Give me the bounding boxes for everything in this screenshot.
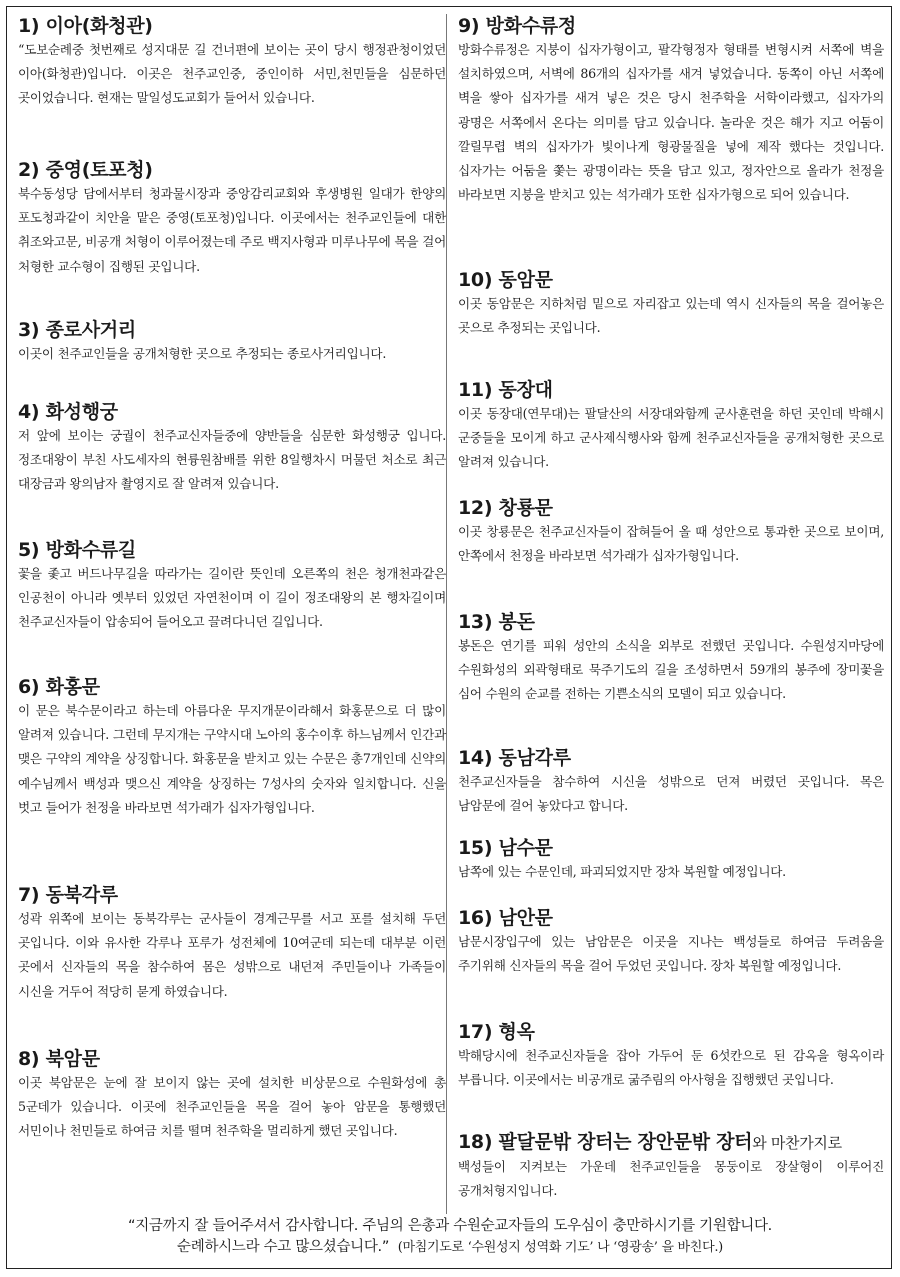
section-12 — [458, 496, 884, 610]
section-body: 이곳 북암문은 눈에 잘 보이지 않는 곳에 설치한 비상문으로 수원화성에 총 5군데가 있습니다. 이곳에 천주교인들을 목을 걸어 놓아 암문을 통행했던 서민이나 천민들로 하여금 치를 떨며 천주학을 멀리하게 했던 곳입니다. — [18, 1075, 446, 1139]
section-1 — [18, 14, 446, 158]
column-divider — [446, 14, 447, 1214]
section-title: 8) 북암문 — [18, 1048, 100, 1070]
section-title: 17) 형옥 — [458, 1021, 535, 1043]
section-body: 봉돈은 연기를 피워 성안의 소식을 외부로 전했던 곳입니다. 수원성지마당에 수원화성의 외곽형태로 묵주기도의 길을 조성하면서 59개의 봉주에 장미꽃을 심어 수원의 순교를 전하는 기쁜소식의 모델이 되고 있습니다. — [458, 638, 884, 702]
section-title: 5) 방화수류길 — [18, 539, 136, 561]
section-7 — [18, 883, 446, 1047]
section-body: 이곳 동장대(연무대)는 팔달산의 서장대와함께 군사훈련을 하던 곳인데 박해시 군중들을 모이게 하고 군사제식행사와 함께 천주교신자들을 공개처형한 곳으로 알려져 있습니다. — [458, 406, 884, 470]
section-body: 박해당시에 천주교신자들을 잡아 가두어 둔 6섯칸으로 된 감옥을 형옥이라 부릅니다. 이곳에서는 비공개로 굶주림의 아사형을 집행했던 곳입니다. — [458, 1048, 884, 1088]
closing-line-1: “지금까지 잘 들어주셔서 감사합니다. 주님의 은총과 수원순교자들의 도우심이 충만하시기를 기원합니다. — [127, 1218, 772, 1234]
right-column — [458, 14, 884, 1240]
section-title: 10) 동암문 — [458, 269, 553, 291]
section-5 — [18, 538, 446, 675]
section-title: 16) 남안문 — [458, 907, 553, 929]
section-title — [458, 1130, 884, 1155]
section-body: “도보순례중 첫번째로 성지대문 길 건너편에 보이는 곳이 당시 행정관청이었던 이아(화청관)입니다. 이곳은 천주교인중, 중인이하 서민,천민들을 심문하던 곳이었습니다. 현재는 말일성도교회가 들어서 있습니다. — [18, 42, 446, 106]
section-body: 이곳 동암문은 지하처럼 밑으로 자리잡고 있는데 역시 신자들의 목을 걸어놓은 곳으로 추정되는 곳입니다. — [458, 296, 884, 336]
section-9 — [458, 14, 884, 268]
section-title: 13) 봉돈 — [458, 611, 535, 633]
section-title: 15) 남수문 — [458, 837, 553, 859]
section-body: 남문시장입구에 있는 남암문은 이곳을 지나는 백성들로 하여금 두려움을 주기위해 신자들의 목을 걸어 두었던 곳입니다. 장차 복원할 예정입니다. — [458, 934, 884, 974]
section-11 — [458, 378, 884, 496]
closing-prayer-note: (마침기도로 ‘수원성지 성역화 기도’ 나 ‘영광송’ 을 바친다.) — [397, 1240, 723, 1255]
closing-line-2-main: 순례하시느라 수고 많으셨습니다.” — [177, 1239, 390, 1255]
section-title: 6) 화홍문 — [18, 676, 100, 698]
closing-line-2 — [18, 1237, 882, 1258]
section-10 — [458, 268, 884, 378]
section-body: 방화수류정은 지붕이 십자가형이고, 팔각형정자 형태를 변형시켜 서쪽에 벽을 설치하였으며, 서벽에 86개의 십자가를 새겨 넣었습니다. 동쪽이 아닌 서쪽에 벽을 쌓아 십자가를 새겨 넣은 것은 당시 천주학을 서학이라했고, 십자가의 광명은 서쪽에서 온다는 의미를 담고 있습니다. 놀라운 것은 해가 지고 어둠이 깔릴무렵 벽의 십자가가 빛이나게 형광물질을 넣에 제작 했다는 것입니다. 십자가는 어둠을 쫓는 광명이라는 뜻을 담고 있고, 정자안으로 올라가 천정을 바라보면 지붕을 받치고 있는 석가래가 또한 십자가형으로 되어 있습니다. — [458, 42, 884, 203]
section-title: 11) 동장대 — [458, 379, 553, 401]
section-title: 1) 이아(화청관) — [18, 15, 153, 37]
section-title: 9) 방화수류정 — [458, 15, 576, 37]
section-body: 꽃을 좇고 버드나무길을 따라가는 길이란 뜻인데 오른쪽의 천은 청개천과같은 인공천이 아니라 옛부터 있었던 자연천이며 이 길이 정조대왕의 본 행차길이며 천주교신자들이 압송되어 들어오고 끌려다니던 길입니다. — [18, 566, 446, 630]
section-14 — [458, 746, 884, 836]
section-body: 성곽 위쪽에 보이는 동북각루는 군사들이 경계근무를 서고 포를 설치해 두던 곳입니다. 이와 유사한 각루나 포루가 성전체에 10여군데 되는데 대부분 이런 곳에서 신자들의 목을 참수하여 몸은 성밖으로 내던져 주민들이나 가족들이 시신을 거두어 적당히 묻게 하였습니다. — [18, 911, 446, 999]
section-15 — [458, 836, 884, 906]
section-8 — [18, 1047, 446, 1177]
section-body: 이곳 창룡문은 천주교신자들이 잡혀들어 올 때 성안으로 통과한 곳으로 보이며, 안쪽에서 천정을 바라보면 석가래가 십자가형입니다. — [458, 524, 884, 564]
section-title: 4) 화성행궁 — [18, 401, 118, 423]
section-body: 이곳이 천주교인들을 공개처형한 곳으로 추정되는 종로사거리입니다. — [18, 346, 387, 361]
section-2 — [18, 158, 446, 318]
section-title: 7) 동북각루 — [18, 884, 118, 906]
section-16 — [458, 906, 884, 1020]
section-6 — [18, 675, 446, 883]
section-body: 백성들이 지켜보는 가운데 천주교인들을 몽둥이로 장살형이 이루어진 공개처형지입니다. — [458, 1159, 884, 1199]
section-title-main: 18) 팔달문밖 장터는 장안문밖 장터 — [458, 1131, 753, 1153]
section-3 — [18, 318, 446, 400]
section-body: 저 앞에 보이는 궁궐이 천주교신자들중에 양반들을 심문한 화성행궁 입니다. 정조대왕이 부친 사도세자의 현륭원참배를 위한 8일행차시 머물던 처소로 최근 대장금과 왕의남자 촬영지로 잘 알려져 있습니다. — [18, 428, 446, 492]
left-column — [18, 14, 446, 1177]
section-17 — [458, 1020, 884, 1130]
section-13 — [458, 610, 884, 746]
section-4 — [18, 400, 446, 538]
section-body: 이 문은 북수문이라고 하는데 아름다운 무지개문이라해서 화홍문으로 더 많이 알려져 있습니다. 그런데 무지개는 구약시대 노아의 홍수이후 하느님께서 인간과 맺은 구약의 계약을 상징합니다. 화홍문을 받치고 있는 수문은 총7개인데 신약의 예수님께서 백성과 맺으신 계약을 상징하는 7성사의 숫자와 일치합니다. 신을 벗고 들어가 천정을 바라보면 석가래가 십자가형입니다. — [18, 703, 446, 815]
section-title: 14) 동남각루 — [458, 747, 571, 769]
section-title-suffix: 와 마찬가지로 — [752, 1134, 842, 1152]
section-title: 3) 종로사거리 — [18, 319, 136, 341]
closing-remarks — [18, 1216, 882, 1258]
section-body: 북수동성당 담에서부터 청과물시장과 중앙감리교회와 후생병원 일대가 한양의 포도청과같이 치안을 맡은 중영(토포청)입니다. 이곳에서는 천주교인들에 대한 취조와고문, 비공개 처형이 이루어졌는데 주로 백지사형과 미루나무에 목을 걸어 처형한 교수형이 집행된 곳입니다. — [18, 186, 446, 274]
section-title: 12) 창룡문 — [458, 497, 553, 519]
section-body: 남쪽에 있는 수문인데, 파괴되었지만 장차 복원할 예정입니다. — [458, 864, 786, 879]
section-body: 천주교신자들을 참수하여 시신을 성밖으로 던져 버렸던 곳입니다. 목은 남암문에 걸어 놓았다고 합니다. — [458, 774, 884, 814]
section-title: 2) 중영(토포청) — [18, 159, 153, 181]
